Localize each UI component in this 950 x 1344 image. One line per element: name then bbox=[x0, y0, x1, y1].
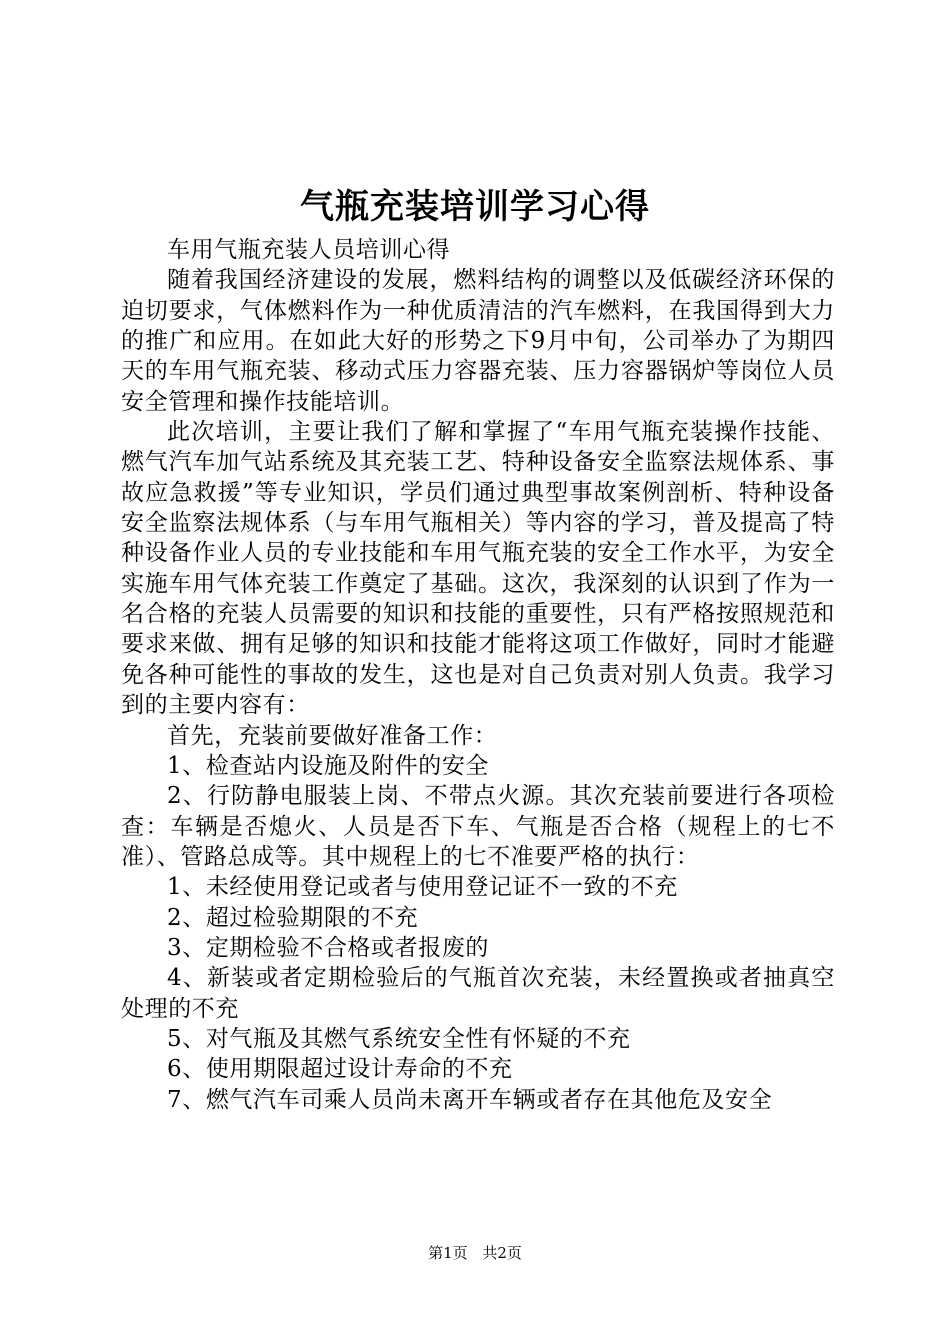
list-item: 4、新装或者定期检验后的气瓶首次充装，未经置换或者抽真空处理的不充 bbox=[121, 965, 835, 1022]
list-item: 7、燃气汽车司乘人员尚未离开车辆或者存在其他危及安全 bbox=[167, 1086, 773, 1113]
list-item: 1、未经使用登记或者与使用登记证不一致的不充 bbox=[167, 874, 678, 901]
paragraph-subtitle: 车用气瓶充装人员培训心得 bbox=[167, 237, 451, 263]
page-number: 第1页 bbox=[428, 1244, 468, 1262]
list-item: 2、超过检验期限的不充 bbox=[167, 904, 419, 931]
document-body bbox=[121, 235, 835, 1115]
list-item: 3、定期检验不合格或者报废的 bbox=[167, 934, 490, 961]
paragraph-intro: 随着我国经济建设的发展，燃料结构的调整以及低碳经济环保的迫切要求，气体燃料作为一种优质清洁的汽车燃料，在我国得到大力的推广和应用。在如此大好的形势之下9月中旬，公司举办了为期四天的车用气瓶充装、移动式压力容器充装、压力容器锅炉等岗位人员安全管理和操作技能培训。 bbox=[121, 267, 835, 415]
list-item: 5、对气瓶及其燃气系统安全性有怀疑的不充 bbox=[167, 1025, 631, 1052]
list-item: 6、使用期限超过设计寿命的不充 bbox=[167, 1056, 513, 1083]
paragraph-training-content: 此次培训，主要让我们了解和掌握了“车用气瓶充装操作技能、燃气汽车加气站系统及其充装工艺、特种设备安全监察法规体系、事故应急救援”等专业知识，学员们通过典型事故案例剖析、特种设备安全监察法规体系（与车用气瓶相关）等内容的学习，普及提高了特种设备作业人员的专业技能和车用气瓶充装的安全工作水平，为安全实施车用气体充装工作奠定了基础。这次，我深刻的认识到了作为一名合格的充装人员需要的知识和技能的重要性，只有严格按照规范和要求来做、拥有足够的知识和技能才能将这项工作做好，同时才能避免各种可能性的事故的发生，这也是对自己负责对别人负责。我学习到的主要内容有： bbox=[121, 419, 835, 719]
list-item: 1、检查站内设施及附件的安全 bbox=[167, 752, 490, 779]
page-footer bbox=[0, 1243, 950, 1263]
list-item: 2、行防静电服装上岗、不带点火源。其次充装前要进行各项检查：车辆是否熄火、人员是否下车、气瓶是否合格（规程上的七不准）、管路总成等。其中规程上的七不准要严格的执行： bbox=[121, 783, 835, 870]
paragraph-preparation: 首先，充装前要做好准备工作： bbox=[167, 722, 498, 749]
page-total: 共2页 bbox=[482, 1244, 522, 1262]
document-title: 气瓶充装培训学习心得 bbox=[300, 187, 650, 227]
